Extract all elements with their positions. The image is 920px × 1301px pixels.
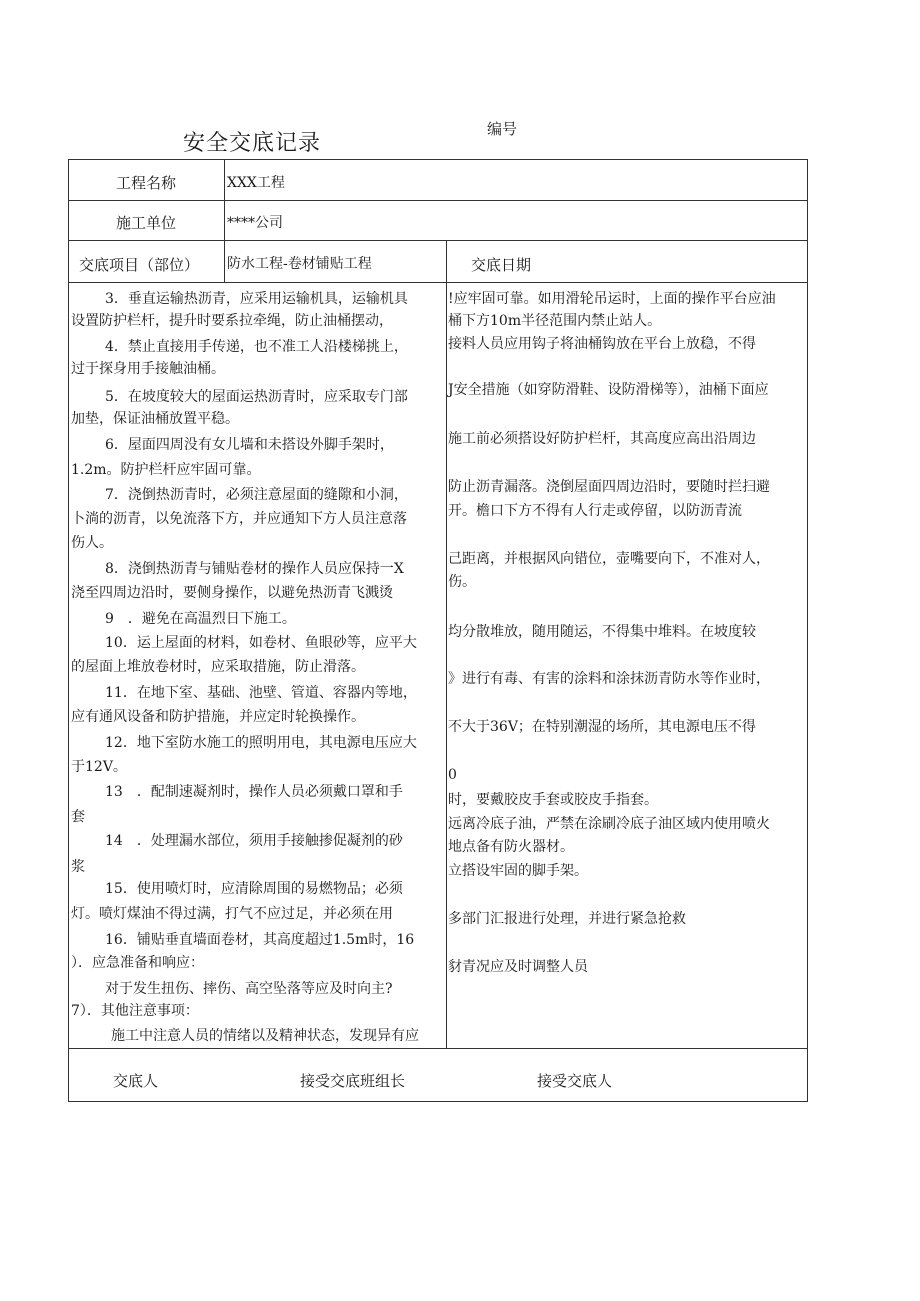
content-line: 12．地下室防水施工的照明用电，其电源电压应大 [105,735,417,751]
content-line: 豺青况应及时调整人员 [448,959,588,975]
content-line: 4．禁止直接用手传递，也不准工人沿楼梯挑上， [105,339,408,355]
briefing-record-table [68,159,808,1102]
content-line: 多部门汇报进行处理，并进行紧急抢救 [448,911,686,927]
briefing-date-label: 交底日期 [471,256,532,274]
content-line: 0 [448,767,457,783]
row-divider [69,200,807,201]
content-line: 应有通风设备和防护措施，并应定时轮换操作。 [71,709,365,725]
briefer-signature-label: 交底人 [113,1072,159,1090]
project-name-label: 工程名称 [116,174,177,192]
content-line: 的屋面上堆放卷材时，应采取措施，防止滑落。 [71,659,365,675]
content-line: 套 [71,809,85,825]
column-divider [446,240,447,1048]
content-line: 7．浇倒热沥青时，必须注意屋面的缝隙和小洞， [105,487,408,503]
content-line: 15．使用喷灯时，应清除周围的易燃物品；必须 [105,881,403,897]
content-line: 卜淌的沥青，以免流落下方，并应通知下方人员注意落 [71,511,407,527]
content-line: 桶下方10m半径范围内禁止站人。 [448,313,662,329]
content-line: 14 ．处理漏水部位，须用手接触掺促凝剂的砂 [105,833,403,849]
content-line: 施工中注意人员的情绪以及精神状态，发现异有应 [111,1028,419,1044]
content-line: 浇至四周边沿时，要侧身操作，以避免热沥青飞溅烫 [71,585,393,601]
column-divider [224,160,225,282]
content-line: J安全措施（如穿防滑鞋、设防滑梯等），油桶下面应 [448,382,769,398]
project-name-value: XXX工程 [227,175,285,191]
content-line: 对于发生扭伤、摔伤、高空坠落等应及时向主? [105,981,393,997]
content-line: 过于探身用手接触油桶。 [71,361,225,377]
content-line: 己距离，并根据风向错位，壶嘴要向下，不准对人， [448,551,770,567]
content-line: 浆 [71,859,85,875]
briefing-item-value: 防水工程-卷材铺贴工程 [227,256,372,272]
content-line: 开。檐口下方不得有人行走或停留，以防沥青流 [448,503,742,519]
contractor-label: 施工单位 [116,214,177,232]
content-line: 施工前必须搭设好防护栏杆，其高度应高出沿周边 [448,431,756,447]
briefing-item-label: 交底项目（部位） [79,256,200,274]
content-line: 时，要戴胶皮手套或胶皮手指套。 [448,792,658,808]
row-divider [69,1048,807,1049]
serial-number-label: 编号 [487,120,518,138]
content-line: 加垫，保证油桶放置平稳。 [71,411,239,427]
content-line: 11．在地下室、基础、池壁、管道、容器内等地， [105,685,417,701]
team-leader-signature-label: 接受交底班组长 [300,1072,406,1090]
content-line: 6．屋面四周没有女儿墙和未搭设外脚手架时， [105,437,394,453]
content-line: 于12V。 [71,759,127,775]
content-line: 8．浇倒热沥青与铺贴卷材的操作人员应保持一X [105,561,404,577]
content-line: 均分散堆放，随用随运，不得集中堆料。在坡度较 [448,624,756,640]
content-line: 》进行有毒、有害的涂料和涂抹沥青防水等作业时， [448,671,770,687]
row-divider [69,240,807,241]
row-divider [69,282,807,283]
content-line: 防止沥青漏落。浇倒屋面四周边沿时，要随时拦扫避 [448,479,770,495]
content-line: 9 ．避免在高温烈日下施工。 [105,611,296,627]
content-line: 接料人员应用钩子将油桶钩放在平台上放稳，不得 [448,336,756,352]
content-line: 设置防护栏杆，提升时要系拉牵绳，防止油桶摆动， [71,313,393,329]
content-line: 3．垂直运输热沥青，应采用运输机具，运输机具 [105,291,408,307]
contractor-value: ****公司 [227,215,283,231]
content-line: !应牢固可靠。如用滑轮吊运时，上面的操作平台应油 [448,291,776,307]
content-line: 地点备有防火器材。 [448,839,574,855]
content-line: ）．应急准备和响应： [71,955,204,971]
content-line: 伤人。 [71,535,113,551]
page-title: 安全交底记录 [183,131,322,156]
receiver-signature-label: 接受交底人 [537,1072,613,1090]
content-line: 7）．其他注意事项： [71,1003,199,1019]
content-line: 远离冷底子油，严禁在涂刷冷底子油区域内使用喷火 [448,816,770,832]
content-line: 1.2m。防护栏杆应牢固可靠。 [71,462,261,478]
content-line: 10．运上屋面的材料，如卷材、鱼眼砂等，应平大 [105,635,417,651]
content-line: 13 ．配制速凝剂时，操作人员必须戴口罩和手 [105,784,403,800]
content-line: 5．在坡度较大的屋面运热沥青时，应采取专门部 [105,389,408,405]
content-line: 灯。喷灯煤油不得过满，打气不应过足，并必须在用 [71,906,393,922]
content-line: 不大于36V；在特别潮湿的场所，其电源电压不得 [448,719,756,735]
content-line: 伤。 [448,574,476,590]
content-line: 立搭设牢固的脚手架。 [448,863,588,879]
content-line: 16．铺贴垂直墙面卷材，其高度超过1.5m时，16 [105,932,415,948]
